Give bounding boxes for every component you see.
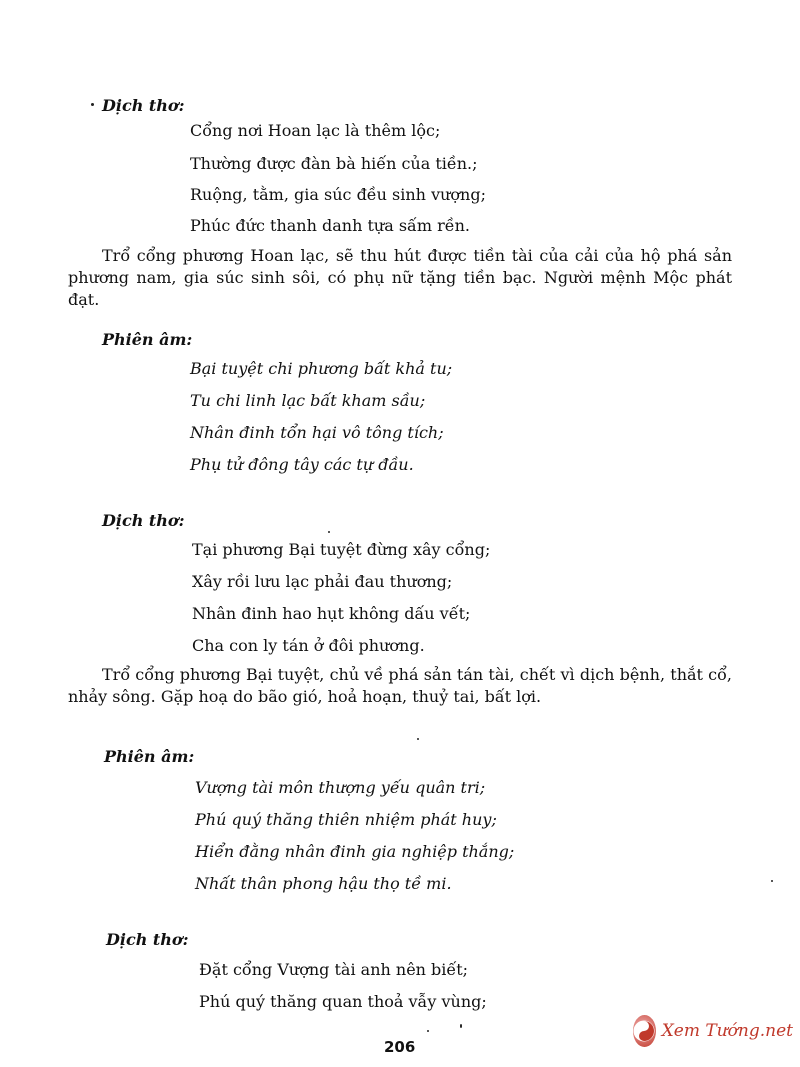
verse-line: Tại phương Bại tuyệt đừng xây cổng; — [192, 540, 491, 559]
scan-speck — [91, 103, 94, 106]
verse-line: Phú quý thăng quan thoả vẫy vùng; — [199, 992, 487, 1011]
section-heading-phien-am-1: Phiên âm: — [102, 330, 193, 349]
yin-yang-logo-icon — [633, 1015, 656, 1047]
verse-line: Thường được đàn bà hiến của tiền.; — [190, 154, 478, 173]
scan-speck — [427, 1030, 429, 1032]
section-heading-dich-tho-3: Dịch thơ: — [106, 930, 189, 949]
verse-line: Phụ tử đông tây các tự đầu. — [190, 455, 414, 474]
verse-line: Vượng tài môn thượng yếu quân tri; — [195, 778, 486, 797]
verse-line: Nhân đinh tổn hại vô tông tích; — [190, 423, 444, 442]
scan-speck — [328, 531, 330, 533]
verse-line: Nhân đinh hao hụt không dấu vết; — [192, 604, 471, 623]
verse-line: Nhất thân phong hậu thọ tề mi. — [195, 874, 452, 893]
verse-line: Cổng nơi Hoan lạc là thêm lộc; — [190, 121, 441, 140]
section-heading-dich-tho-1: Dịch thơ: — [102, 96, 185, 115]
verse-line: Ruộng, tằm, gia súc đều sinh vượng; — [190, 185, 486, 204]
watermark-text: Xem Tướng.net — [661, 1021, 793, 1041]
verse-line: Đặt cổng Vượng tài anh nên biết; — [199, 960, 469, 979]
verse-line: Hiển đằng nhân đinh gia nghiệp thắng; — [195, 842, 515, 861]
page-number: 206 — [384, 1038, 416, 1056]
watermark — [633, 1010, 793, 1052]
verse-line: Xây rồi lưu lạc phải đau thương; — [192, 572, 453, 591]
section-heading-dich-tho-2: Dịch thơ: — [102, 511, 185, 530]
verse-line: Cha con ly tán ở đôi phương. — [192, 636, 425, 655]
prose-paragraph-1: Trổ cổng phương Hoan lạc, sẽ thu hút được tiền tài của cải của hộ phá sản phương nam, gia súc sinh sôi, có phụ nữ tặng tiền bạc. Người mệnh Mộc phát đạt. — [68, 246, 732, 309]
verse-line: Phú quý thăng thiên nhiệm phát huy; — [195, 810, 497, 829]
verse-line: Phúc đức thanh danh tựa sấm rền. — [190, 216, 470, 235]
prose-paragraph-2: Trổ cổng phương Bại tuyệt, chủ về phá sản tán tài, chết vì dịch bệnh, thắt cổ, nhảy sông. Gặp hoạ do bão gió, hoả hoạn, thuỷ tai, bất lợi. — [68, 665, 732, 706]
verse-line: Tu chi linh lạc bất kham sầu; — [190, 391, 426, 410]
section-heading-phien-am-2: Phiên âm: — [104, 747, 195, 766]
scan-speck — [771, 880, 773, 882]
scan-speck — [460, 1024, 462, 1028]
scan-speck — [417, 738, 419, 740]
verse-line: Bại tuyệt chi phương bất khả tu; — [190, 359, 453, 378]
